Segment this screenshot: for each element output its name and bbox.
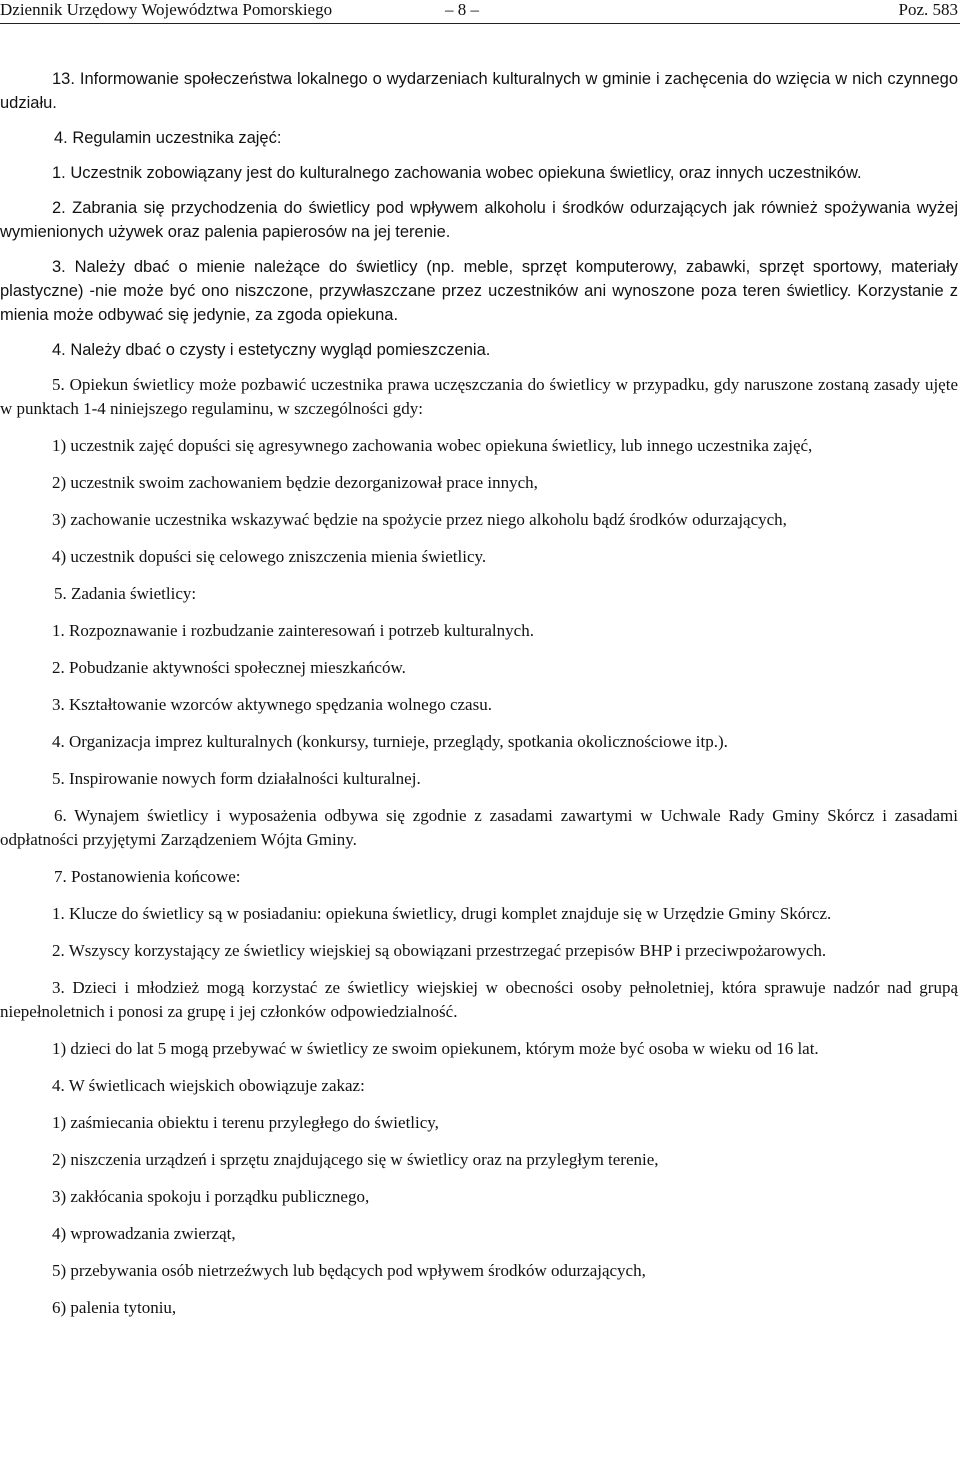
final-1: 1. Klucze do świetlicy są w posiadaniu: opiekuna świetlicy, drugi komplet znajduje się w Urzędzie Gminy Skórcz. <box>52 904 832 923</box>
header-rule <box>0 23 960 24</box>
rule-4: 4. Należy dbać o czysty i estetyczny wygląd pomieszczenia. <box>52 341 491 359</box>
final-3-item-1: 1) dzieci do lat 5 mogą przebywać w świetlicy ze swoim opiekunem, którym może być osoba w wieku od 16 lat. <box>52 1039 819 1058</box>
rule-5-item-2: 2) uczestnik swoim zachowaniem będzie dezorganizował prace innych, <box>52 473 538 492</box>
section-heading-4: 4. Regulamin uczestnika zajęć: <box>54 129 282 147</box>
ban-item-5: 5) przebywania osób nietrzeźwych lub będących pod wpływem środków odurzających, <box>52 1261 646 1280</box>
ban-item-6: 6) palenia tytoniu, <box>52 1298 177 1317</box>
journal-title: Dziennik Urzędowy Województwa Pomorskiego <box>0 0 333 19</box>
final-3: 3. Dzieci i młodzież mogą korzystać ze świetlicy wiejskiej w obecności osoby pełnoletniej, która sprawuje nadzór nad grupą niepełnoletnich i ponosi za grupę i jej członków odpowiedzialność. <box>0 978 958 1021</box>
page-header <box>0 0 960 24</box>
page-number: – 8 – <box>445 0 479 19</box>
rule-5-item-1: 1) uczestnik zajęć dopuści się agresywnego zachowania wobec opiekuna świetlicy, lub innego uczestnika zajęć, <box>52 436 813 455</box>
section-6: 6. Wynajem świetlicy i wyposażenia odbywa się zgodnie z zasadami zawartymi w Uchwale Rady Gminy Skórcz i zasadami odpłatności przyjętymi Zarządzeniem Wójta Gminy. <box>0 806 958 849</box>
ban-item-4: 4) wprowadzania zwierząt, <box>52 1224 236 1243</box>
document-body <box>0 67 958 1320</box>
position-number: Poz. 583 <box>898 0 958 19</box>
ban-item-2: 2) niszczenia urządzeń i sprzętu znajdującego się w świetlicy oraz na przyległym terenie, <box>52 1150 659 1169</box>
section-heading-7: 7. Postanowienia końcowe: <box>54 867 241 886</box>
task-2: 2. Pobudzanie aktywności społecznej mieszkańców. <box>52 658 406 677</box>
rule-2: 2. Zabrania się przychodzenia do świetlicy pod wpływem alkoholu i środków odurzających jak również spożywania wyżej wymienionych używek oraz palenia papierosów na jej terenie. <box>0 199 958 241</box>
paragraph-13: 13. Informowanie społeczeństwa lokalnego o wydarzeniach kulturalnych w gminie i zachęcenia do wzięcia w nich czynnego udziału. <box>0 70 958 112</box>
task-1: 1. Rozpoznawanie i rozbudzanie zainteresowań i potrzeb kulturalnych. <box>52 621 534 640</box>
ban-item-1: 1) zaśmiecania obiektu i terenu przyległego do świetlicy, <box>52 1113 439 1132</box>
task-5: 5. Inspirowanie nowych form działalności kulturalnej. <box>52 769 421 788</box>
rule-5: 5. Opiekun świetlicy może pozbawić uczestnika prawa uczęszczania do świetlicy w przypadku, gdy naruszone zostaną zasady ujęte w punktach 1-4 niniejszego regulaminu, w szczególności gdy: <box>0 375 958 418</box>
rule-3: 3. Należy dbać o mienie należące do świetlicy (np. meble, sprzęt komputerowy, zabawki, sprzęt sportowy, materiały plastyczne) -nie może być ono niszczone, przywłaszczane przez uczestników ani wynoszone poza teren świetlicy. Korzystanie z mienia może odbywać się jedynie, za zgoda opiekuna. <box>0 258 958 324</box>
final-2: 2. Wszyscy korzystający ze świetlicy wiejskiej są obowiązani przestrzegać przepisów BHP i przeciwpożarowych. <box>52 941 827 960</box>
task-3: 3. Kształtowanie wzorców aktywnego spędzania wolnego czasu. <box>52 695 492 714</box>
final-4: 4. W świetlicach wiejskich obowiązuje zakaz: <box>52 1076 365 1095</box>
rule-1: 1. Uczestnik zobowiązany jest do kulturalnego zachowania wobec opiekuna świetlicy, oraz innych uczestników. <box>52 164 862 182</box>
ban-item-3: 3) zakłócania spokoju i porządku publicznego, <box>52 1187 370 1206</box>
rule-5-item-3: 3) zachowanie uczestnika wskazywać będzie na spożycie przez niego alkoholu bądź środków odurzających, <box>52 510 787 529</box>
section-heading-5: 5. Zadania świetlicy: <box>54 584 197 603</box>
rule-5-item-4: 4) uczestnik dopuści się celowego zniszczenia mienia świetlicy. <box>52 547 487 566</box>
task-4: 4. Organizacja imprez kulturalnych (konkursy, turnieje, przeglądy, spotkania okolicznościowe itp.). <box>52 732 728 751</box>
